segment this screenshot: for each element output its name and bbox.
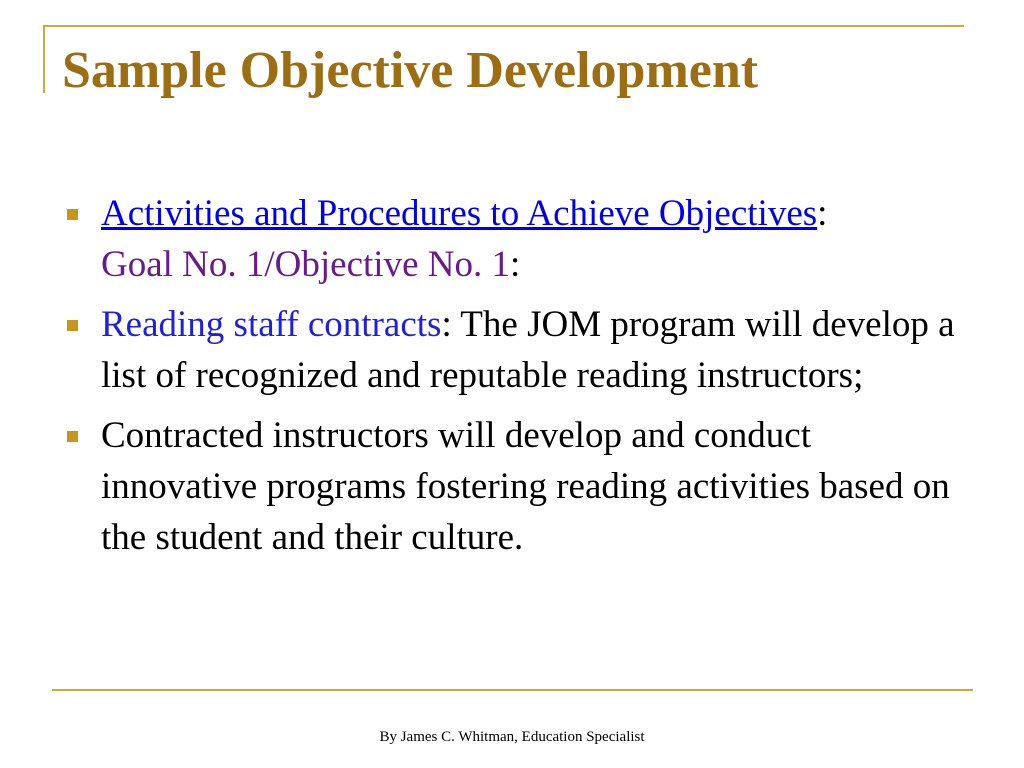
square-bullet-icon	[67, 320, 78, 331]
colon-text: :	[817, 193, 828, 234]
left-border-line	[43, 25, 45, 93]
footer-credit	[0, 729, 1024, 746]
activities-link[interactable]: Activities and Procedures to Achieve Objectives	[101, 193, 818, 234]
bullet-item-contracted-instructors	[62, 410, 962, 563]
top-border-line	[43, 25, 964, 27]
bullet-list	[62, 188, 962, 572]
square-bullet-icon	[67, 209, 78, 220]
colon-text: :	[509, 244, 521, 285]
reading-staff-body-text: : The JOM program will develop a list of recognized and reputable reading instructors;	[101, 304, 955, 396]
reading-staff-contracts-label: Reading staff contracts	[101, 304, 442, 345]
footer-text: By James C. Whitman, Education Specialist	[379, 729, 645, 745]
contracted-instructors-text: Contracted instructors will develop and conduct innovative programs fostering reading activities based on the student and their culture.	[101, 415, 950, 558]
bullet-item-reading-staff	[62, 299, 962, 401]
bullet-item-activities	[62, 188, 962, 290]
square-bullet-icon	[67, 431, 78, 442]
goal-objective-text: Goal No. 1/Objective No. 1	[101, 244, 510, 285]
slide-title: Sample Objective Development	[62, 42, 759, 99]
footer-rule	[52, 689, 973, 691]
